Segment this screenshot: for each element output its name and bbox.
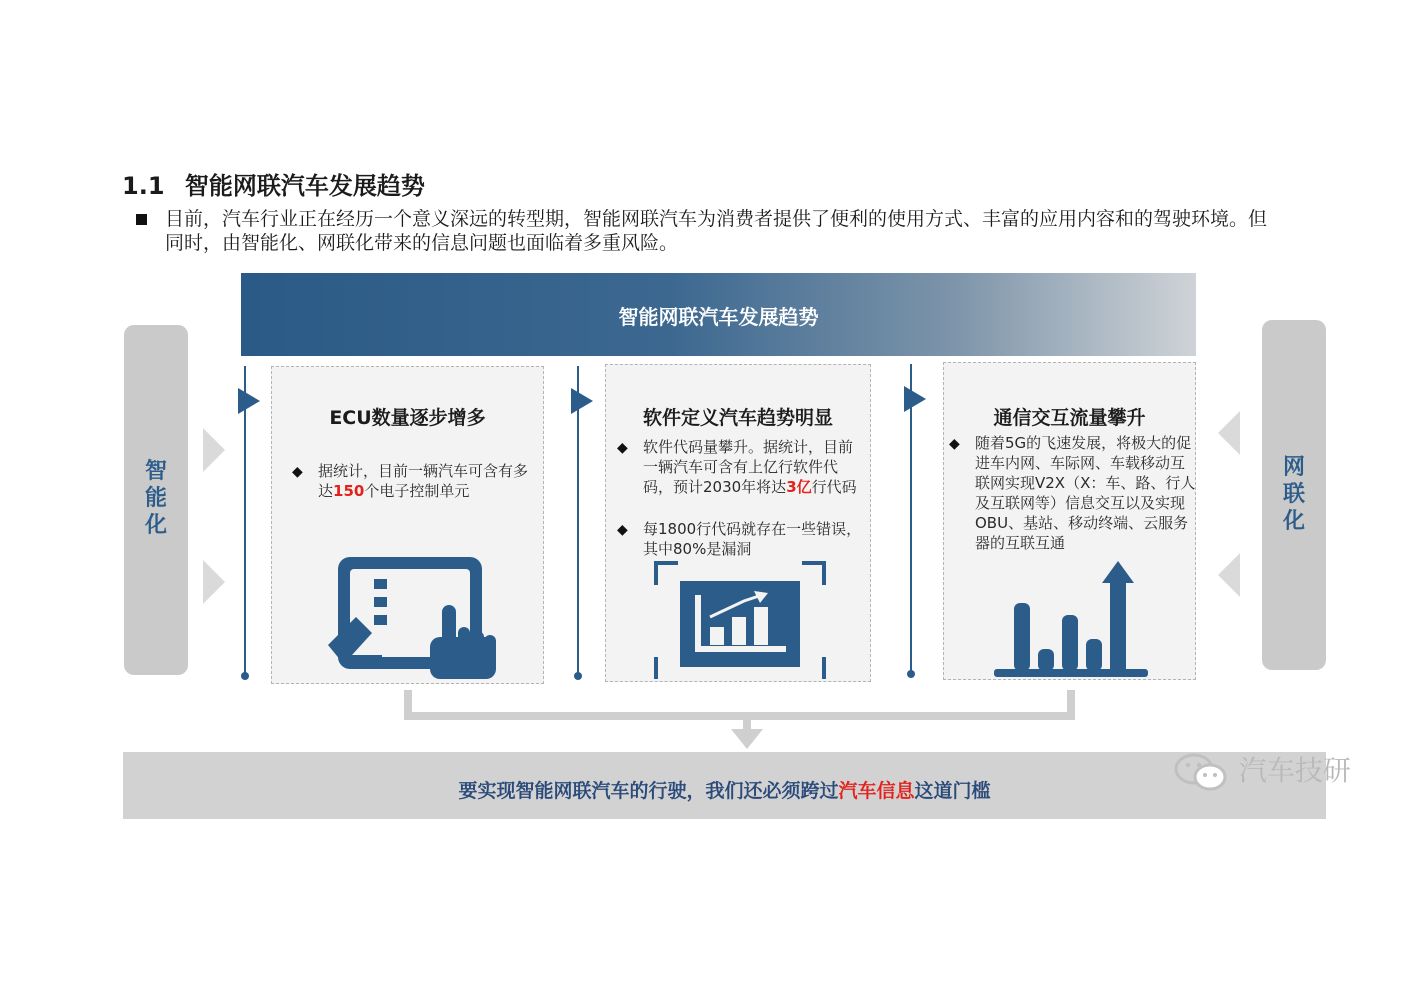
- conclusion-bar: [123, 752, 1326, 819]
- right-label-char: 化: [1282, 509, 1305, 534]
- timeline-dot: [907, 670, 915, 678]
- left-side-label: [124, 458, 188, 539]
- section-number: 1.1: [122, 172, 165, 200]
- timeline-dot: [574, 672, 582, 680]
- watermark-text: 汽车技研: [1238, 754, 1351, 787]
- chevron-left-icon: [1218, 553, 1240, 597]
- trend-card-software: [605, 364, 871, 682]
- trend-banner: [241, 273, 1196, 356]
- card-title: ECU数量逐步增多: [329, 407, 486, 429]
- growth-chart-icon: [654, 561, 826, 681]
- card-title: 软件定义汽车趋势明显: [642, 407, 833, 429]
- intro-paragraph: 目前，汽车行业正在经历一个意义深远的转型期，智能网联汽车为消费者提供了便利的使用方式、丰富的应用内容和的驾驶环境。但同时，由智能化、网联化带来的信息问题也面临着多重风险。: [165, 208, 1268, 254]
- timeline-arrow-icon: [238, 388, 260, 414]
- wechat-icon: [1172, 752, 1230, 792]
- trend-card-ecu: [271, 366, 544, 684]
- left-label-char: 能: [144, 486, 167, 511]
- right-label-char: 网: [1282, 455, 1305, 480]
- card-title: 通信交互流量攀升: [993, 407, 1146, 429]
- section-title: [122, 166, 425, 201]
- timeline-arrow-icon: [904, 386, 926, 412]
- highlight-number: 3亿: [786, 478, 812, 496]
- card-bullet: ◆ 随着5G的飞速发展，将极大的促进车内网、车际网、车载移动互联网实现V2X（X：车、路、行人及互联网等）信息交互以及实现OBU、基站、移动终端、云服务器的互联互通: [949, 434, 1196, 552]
- diamond-bullet-icon: ◆: [617, 440, 628, 456]
- square-bullet-icon: [136, 214, 147, 225]
- trend-banner-title: 智能网联汽车发展趋势: [618, 305, 819, 329]
- right-label-char: 联: [1282, 482, 1305, 507]
- diamond-bullet-icon: ◆: [292, 464, 303, 480]
- bar-arrow-icon: [992, 559, 1152, 681]
- timeline-arrow-icon: [571, 388, 593, 414]
- left-label-char: 化: [144, 513, 167, 538]
- diamond-bullet-icon: ◆: [617, 522, 628, 538]
- chevron-right-icon: [203, 428, 225, 472]
- highlight-number: 150: [333, 482, 365, 500]
- down-arrow-icon: [731, 729, 763, 749]
- right-side-label: [1262, 454, 1326, 535]
- connector-horizontal: [404, 712, 1075, 720]
- timeline-dot: [241, 672, 249, 680]
- chevron-right-icon: [203, 560, 225, 604]
- section-title-text: 智能网联汽车发展趋势: [184, 172, 425, 200]
- card-bullet: ◆ 据统计，目前一辆汽车可含有多达150个电子控制单元: [292, 462, 529, 500]
- conclusion-highlight: 汽车信息: [838, 780, 915, 802]
- connector-down: [743, 712, 751, 730]
- watermark: [1172, 749, 1351, 792]
- chevron-left-icon: [1218, 411, 1240, 455]
- tablet-touch-icon: [322, 555, 502, 680]
- trend-card-communication: [943, 362, 1196, 680]
- card-bullet: ◆ 每1800行代码就存在一些错误，其中80%是漏洞: [617, 520, 862, 558]
- card-bullet: ◆ 软件代码量攀升。据统计，目前一辆汽车可含有上亿行软件代码，预计2030年将达3亿行代码: [617, 438, 857, 496]
- left-label-char: 智: [144, 459, 167, 484]
- conclusion-text: 要实现智能网联汽车的行驶，我们还必须跨过汽车信息这道门槛: [458, 780, 991, 802]
- diamond-bullet-icon: ◆: [949, 436, 960, 452]
